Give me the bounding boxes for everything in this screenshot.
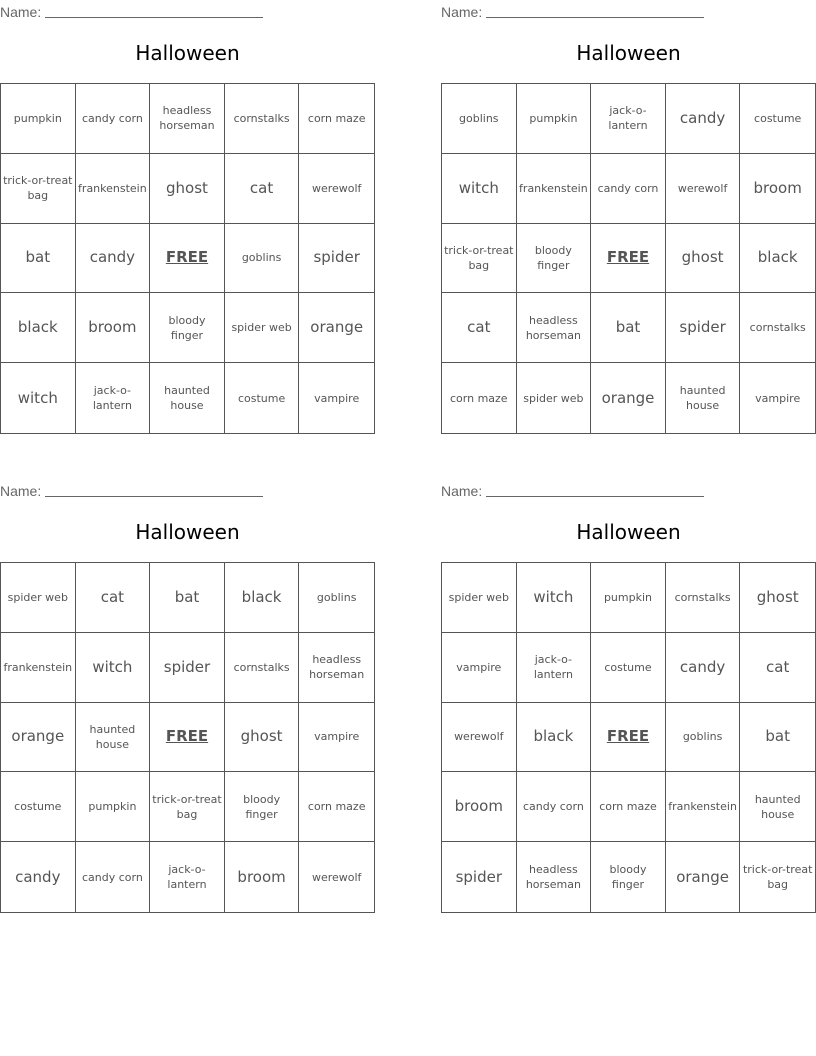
bingo-cell: spider	[442, 842, 517, 912]
bingo-cell: trick-or-treat bag	[742, 863, 813, 892]
bingo-cell: broom	[225, 842, 300, 912]
card-title: Halloween	[576, 520, 681, 544]
bingo-cell: jack-o-lantern	[591, 84, 666, 154]
bingo-cell: witch	[1, 363, 76, 433]
bingo-cell: headless horseman	[517, 842, 592, 912]
bingo-cell: pumpkin	[1, 84, 76, 154]
name-line	[441, 2, 704, 20]
bingo-cell: cat	[442, 293, 517, 363]
bingo-cell: broom	[76, 293, 151, 363]
bingo-cell: pumpkin	[591, 563, 666, 633]
bingo-cell: ghost	[666, 224, 741, 294]
free-space-cell: FREE	[150, 224, 225, 294]
bingo-cell: werewolf	[442, 703, 517, 773]
card-title: Halloween	[135, 520, 240, 544]
name-line	[441, 481, 704, 499]
bingo-cell: spider web	[225, 293, 300, 363]
bingo-cell: haunted house	[76, 703, 151, 773]
bingo-cell: bat	[591, 293, 666, 363]
bingo-cell: candy corn	[76, 842, 151, 912]
bingo-cell: candy corn	[517, 772, 592, 842]
bingo-cell: cornstalks	[740, 293, 815, 363]
bingo-cell: ghost	[150, 154, 225, 224]
bingo-cell: costume	[1, 772, 76, 842]
bingo-card-1	[0, 0, 375, 440]
bingo-cell: witch	[76, 633, 151, 703]
card-title: Halloween	[576, 41, 681, 65]
bingo-cell: frankenstein	[517, 154, 592, 224]
name-blank-line	[486, 482, 704, 497]
bingo-cell: candy corn	[76, 84, 151, 154]
bingo-cell: spider web	[1, 563, 76, 633]
bingo-card-3	[0, 479, 375, 919]
bingo-cell: goblins	[666, 703, 741, 773]
name-label: Name:	[441, 483, 483, 499]
bingo-cell: witch	[517, 563, 592, 633]
bingo-cell: broom	[740, 154, 815, 224]
bingo-cell: jack-o-lantern	[150, 842, 225, 912]
bingo-cell: bloody finger	[150, 293, 225, 363]
bingo-cell: haunted house	[740, 772, 815, 842]
name-label: Name:	[441, 4, 483, 20]
bingo-cell: vampire	[299, 703, 374, 773]
bingo-card-2	[441, 0, 816, 440]
bingo-cell: orange	[666, 842, 741, 912]
name-line	[0, 481, 263, 499]
bingo-cell: candy	[1, 842, 76, 912]
bingo-cell: candy	[666, 84, 741, 154]
name-blank-line	[486, 3, 704, 18]
bingo-cell: costume	[225, 363, 300, 433]
bingo-cell: bat	[740, 703, 815, 773]
bingo-card-4	[441, 479, 816, 919]
bingo-cell: cornstalks	[225, 633, 300, 703]
bingo-cell: black	[517, 703, 592, 773]
bingo-cell: candy	[666, 633, 741, 703]
bingo-grid	[441, 562, 816, 913]
name-blank-line	[45, 3, 263, 18]
bingo-cell: trick-or-treat bag	[1, 154, 76, 224]
bingo-cell: cat	[740, 633, 815, 703]
bingo-cell: trick-or-treat bag	[442, 224, 517, 294]
name-line	[0, 2, 263, 20]
bingo-cell: werewolf	[666, 154, 741, 224]
bingo-cell: haunted house	[150, 363, 225, 433]
bingo-cell: goblins	[299, 563, 374, 633]
bingo-cell: orange	[1, 703, 76, 773]
bingo-cell: spider	[150, 633, 225, 703]
name-label: Name:	[0, 483, 42, 499]
bingo-grid	[441, 83, 816, 434]
card-title: Halloween	[135, 41, 240, 65]
bingo-cell: broom	[442, 772, 517, 842]
bingo-cell: goblins	[225, 224, 300, 294]
bingo-cell: frankenstein	[76, 154, 151, 224]
bingo-cell: ghost	[225, 703, 300, 773]
bingo-cell: candy corn	[591, 154, 666, 224]
bingo-cell: jack-o-lantern	[76, 363, 151, 433]
free-space-cell: FREE	[591, 224, 666, 294]
bingo-cell: bat	[150, 563, 225, 633]
bingo-cell: goblins	[442, 84, 517, 154]
bingo-cell: jack-o-lantern	[517, 633, 592, 703]
bingo-cell: costume	[740, 84, 815, 154]
bingo-cell: bloody finger	[517, 224, 592, 294]
bingo-cell: spider	[666, 293, 741, 363]
bingo-cell: black	[740, 224, 815, 294]
bingo-cell: candy	[76, 224, 151, 294]
bingo-cell: cornstalks	[666, 563, 741, 633]
bingo-cell: cat	[76, 563, 151, 633]
bingo-cell: pumpkin	[76, 772, 151, 842]
bingo-cell: pumpkin	[517, 84, 592, 154]
bingo-cell: vampire	[314, 391, 360, 405]
bingo-cell: cornstalks	[225, 84, 300, 154]
bingo-cell: orange	[591, 363, 666, 433]
bingo-cell: witch	[442, 154, 517, 224]
bingo-cell: costume	[591, 633, 666, 703]
free-space-cell: FREE	[150, 703, 225, 773]
bingo-cell: orange	[299, 293, 374, 363]
bingo-cell: corn maze	[299, 772, 374, 842]
name-label: Name:	[0, 4, 42, 20]
bingo-cell: corn maze	[442, 363, 517, 433]
bingo-cell: headless horseman	[517, 293, 592, 363]
bingo-cell: bloody finger	[591, 842, 666, 912]
bingo-cell: ghost	[740, 563, 815, 633]
free-space-cell: FREE	[591, 703, 666, 773]
bingo-cell: haunted house	[666, 363, 741, 433]
bingo-cell: spider web	[442, 563, 517, 633]
bingo-cell: frankenstein	[666, 772, 741, 842]
name-blank-line	[45, 482, 263, 497]
bingo-cell: corn maze	[591, 772, 666, 842]
bingo-cell: bloody finger	[225, 772, 300, 842]
bingo-cell: werewolf	[311, 870, 362, 884]
bingo-cell: spider	[299, 224, 374, 294]
bingo-cell: cat	[225, 154, 300, 224]
bingo-cell: black	[225, 563, 300, 633]
bingo-cell: black	[1, 293, 76, 363]
bingo-cell: vampire	[442, 633, 517, 703]
bingo-cell: corn maze	[299, 84, 374, 154]
bingo-cell: frankenstein	[1, 633, 76, 703]
bingo-grid	[0, 562, 375, 913]
bingo-cell: bat	[1, 224, 76, 294]
bingo-cell: headless horseman	[299, 633, 374, 703]
bingo-cell: werewolf	[299, 154, 374, 224]
bingo-cell: trick-or-treat bag	[150, 772, 225, 842]
bingo-cell: vampire	[755, 391, 801, 405]
bingo-cell: spider web	[517, 363, 592, 433]
bingo-cell: headless horseman	[150, 84, 225, 154]
bingo-grid	[0, 83, 375, 434]
